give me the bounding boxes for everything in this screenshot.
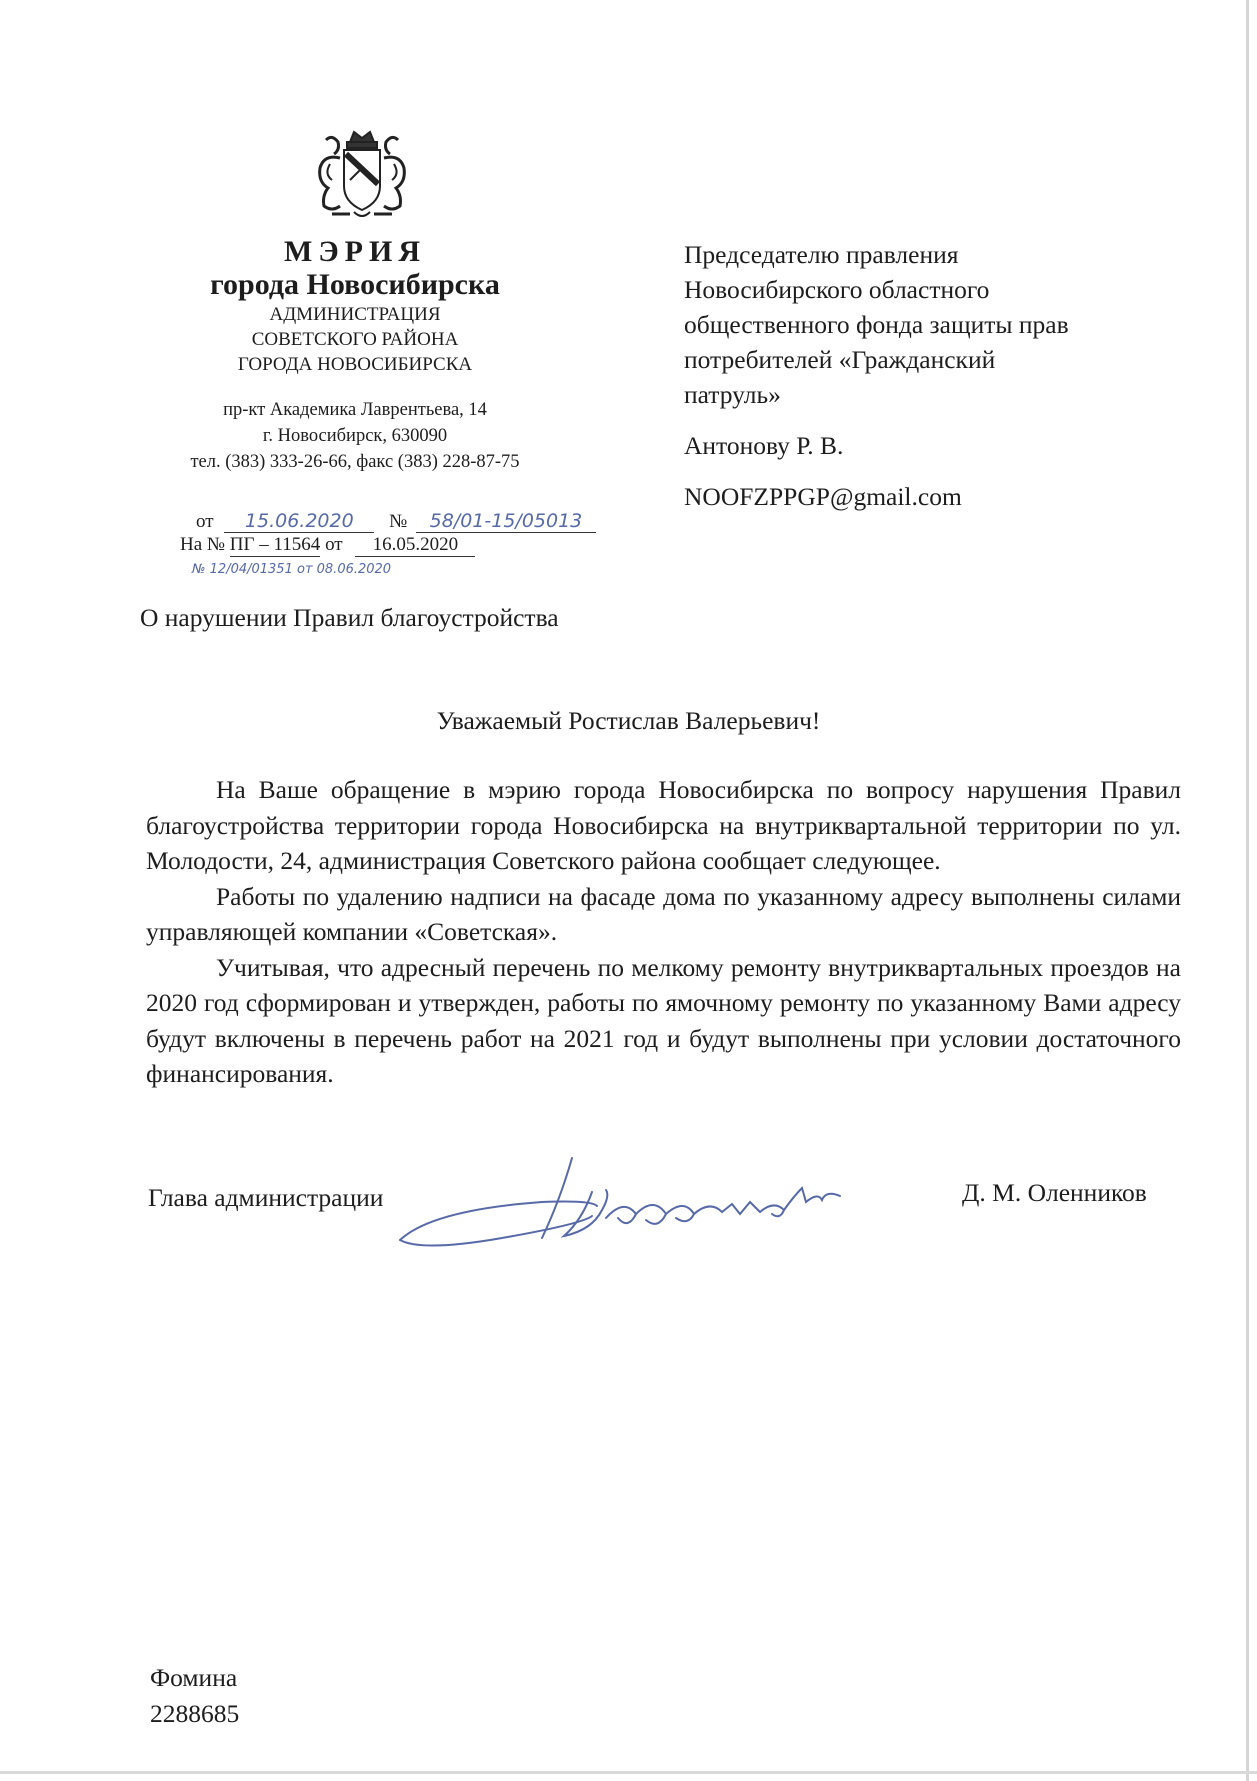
recipient-name: Антонову Р. В. (684, 431, 844, 460)
org-title: МЭРИЯ (284, 235, 426, 268)
recipient-line2: Новосибирского областного (684, 275, 990, 304)
outgoing-date-prefix: от (196, 511, 214, 532)
executor-phone: 2288685 (150, 1699, 240, 1728)
letterhead (140, 236, 570, 475)
reference-number: ПГ – 11564 (229, 534, 321, 555)
coat-of-arms-icon (310, 128, 414, 222)
recipient-line1: Председателю правления (684, 240, 959, 269)
reference-prefix: На № (180, 534, 226, 555)
page-edge-bottom (0, 1771, 1257, 1774)
org-admin-line3: ГОРОДА НОВОСИБИРСКА (237, 354, 473, 375)
recipient-line5: патруль» (684, 380, 781, 409)
outgoing-date: 15.06.2020 (224, 510, 374, 533)
org-address-line1: пр-кт Академика Лаврентьева, 14 (223, 400, 487, 420)
org-address-line2: г. Новосибирск, 630090 (262, 426, 448, 446)
signatory-title: Глава администрации (148, 1183, 384, 1212)
body-paragraph: Работы по удалению надписи на фасаде дома по указанному адресу выполнены силами управляющей компании «Советская». (146, 881, 1181, 946)
signatory-name: Д. М. Оленников (962, 1178, 1147, 1207)
reference-line (180, 534, 475, 557)
executor-block (150, 1660, 239, 1732)
recipient-line3: общественного фонда защиты прав (684, 310, 1069, 339)
salutation: Уважаемый Ростислав Валерьевич! (436, 706, 821, 735)
outgoing-reg-line (196, 510, 596, 533)
org-admin-line2: СОВЕТСКОГО РАЙОНА (251, 329, 459, 350)
outgoing-number: 58/01-15/05013 (416, 510, 596, 533)
letter-body (146, 772, 1181, 1092)
body-paragraph: Учитывая, что адресный перечень по мелкому ремонту внутриквартальных проездов на 2020 год сформирован и утвержден, работы по ямочному ремонту по указанному Вами адресу будут включены в перечень работ на 2021 год и будут выполнены при условии достаточного финансирования. (146, 952, 1181, 1088)
handwritten-signature-icon (392, 1140, 912, 1260)
body-paragraph: На Ваше обращение в мэрию города Новосибирска по вопросу нарушения Правил благоустройства территории города Новосибирска на внутриквартальной территории по ул. Молодости, 24, администрация Советского района сообщает следующее. (146, 775, 1181, 875)
recipient-line4: потребителей «Гражданский (684, 345, 996, 374)
page-edge-right (1246, 0, 1249, 1781)
handwritten-reference-note: № 12/04/01351 от 08.06.2020 (192, 562, 392, 577)
recipient-block (684, 237, 1154, 514)
org-contacts: тел. (383) 333-26-66, факс (383) 228-87-75 (190, 452, 520, 472)
outgoing-number-prefix: № (389, 511, 408, 532)
org-city: города Новосибирска (210, 268, 500, 301)
org-address (140, 397, 570, 475)
executor-name: Фомина (150, 1663, 238, 1692)
letter-subject: О нарушении Правил благоустройства (140, 603, 559, 632)
reference-date: 16.05.2020 (355, 534, 475, 557)
reference-date-prefix: от (325, 534, 343, 555)
recipient-email: NOOFZPPGP@gmail.com (684, 482, 962, 511)
org-admin-line1: АДМИНИСТРАЦИЯ (269, 304, 441, 325)
